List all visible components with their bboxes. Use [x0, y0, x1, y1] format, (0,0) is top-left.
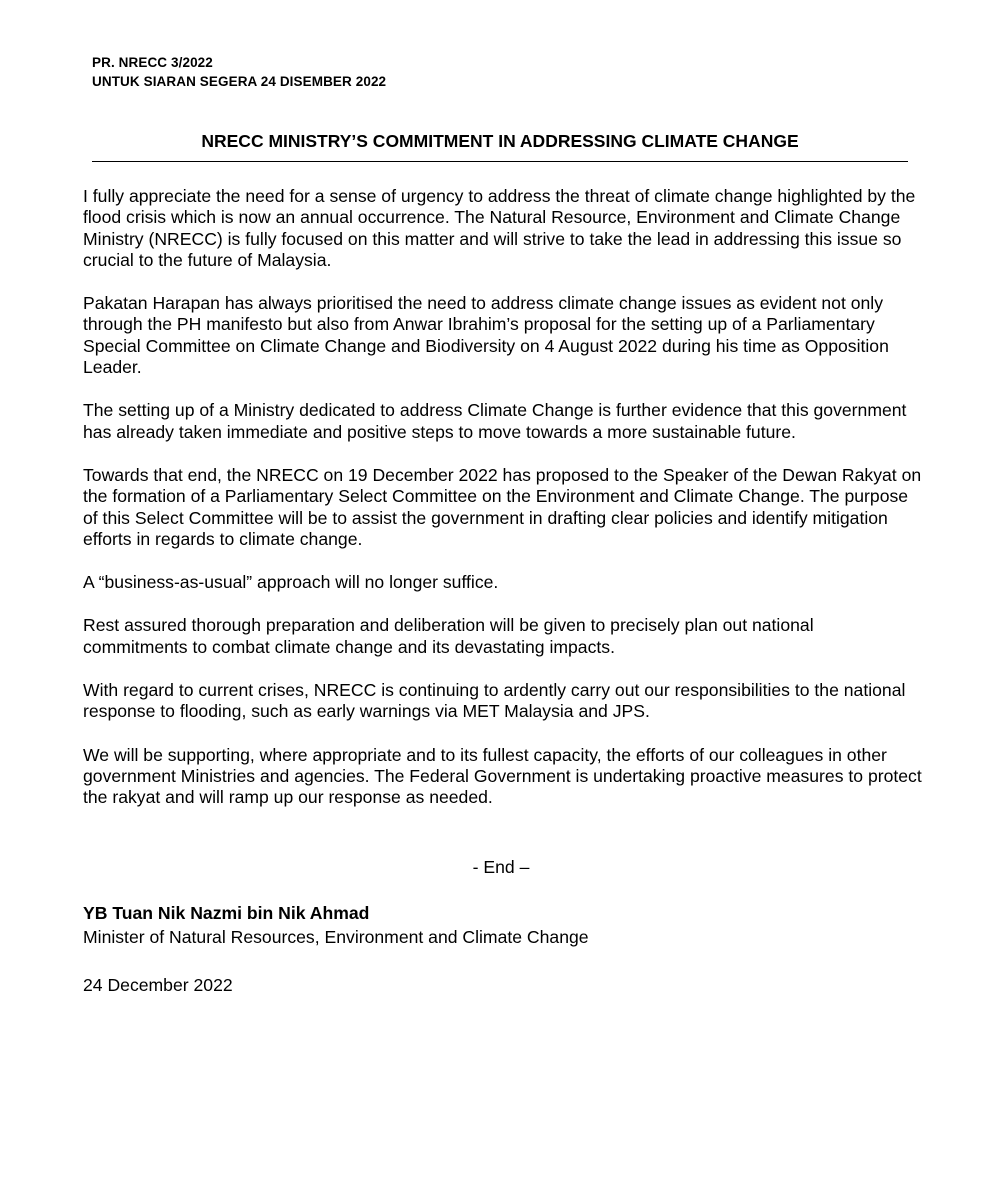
body-paragraph: We will be supporting, where appropriate and to its fullest capacity, the efforts of our colleagues in other government Ministries and agencies. The Federal Government is undertaking proactive measures to protect the rakyat and will ramp up our response as needed.	[83, 744, 922, 808]
reference-number: PR. NRECC 3/2022	[92, 55, 213, 70]
body-paragraph: The setting up of a Ministry dedicated to address Climate Change is further evidence that this government has already taken immediate and positive steps to move towards a more sustainable future.	[83, 400, 907, 442]
body-paragraph: Rest assured thorough preparation and deliberation will be given to precisely plan out national commitments to combat climate change and its devastating impacts.	[83, 615, 814, 657]
document-body	[83, 186, 923, 831]
title-divider	[92, 161, 908, 162]
release-line: UNTUK SIARAN SEGERA 24 DISEMBER 2022	[92, 74, 387, 89]
body-paragraph: Towards that end, the NRECC on 19 December 2022 has proposed to the Speaker of the Dewan Rakyat on the formation of a Parliamentary Select Committee on the Environment and Climate Change. The purpose of this Select Committee will be to assist the government in drafting clear policies and identify mitigation efforts in regards to climate change.	[83, 464, 922, 549]
body-paragraph: A “business-as-usual” approach will no longer suffice.	[83, 572, 499, 593]
signatory-role: Minister of Natural Resources, Environment and Climate Change	[83, 927, 589, 947]
document-date: 24 December 2022	[83, 975, 233, 995]
body-paragraph: With regard to current crises, NRECC is continuing to ardently carry out our responsibilities to the national response to flooding, such as early warnings via MET Malaysia and JPS.	[83, 680, 906, 722]
body-paragraph: Pakatan Harapan has always prioritised the need to address climate change issues as evident not only through the PH manifesto but also from Anwar Ibrahim’s proposal for the setting up of a Parliamentary Special Committee on Climate Change and Biodiversity on 4 August 2022 during his time as Opposition Leader.	[83, 293, 889, 378]
document-header	[92, 53, 386, 91]
body-paragraph: I fully appreciate the need for a sense of urgency to address the threat of climate change highlighted by the flood crisis which is now an annual occurrence. The Natural Resource, Environment and Climate Change Ministry (NRECC) is fully focused on this matter and will strive to take the lead in addressing this issue so crucial to the future of Malaysia.	[83, 186, 916, 270]
document-title: NRECC MINISTRY’S COMMITMENT IN ADDRESSING CLIMATE CHANGE	[201, 131, 799, 151]
signatory-name: YB Tuan Nik Nazmi bin Nik Ahmad	[83, 903, 370, 923]
end-marker: - End –	[472, 857, 530, 877]
